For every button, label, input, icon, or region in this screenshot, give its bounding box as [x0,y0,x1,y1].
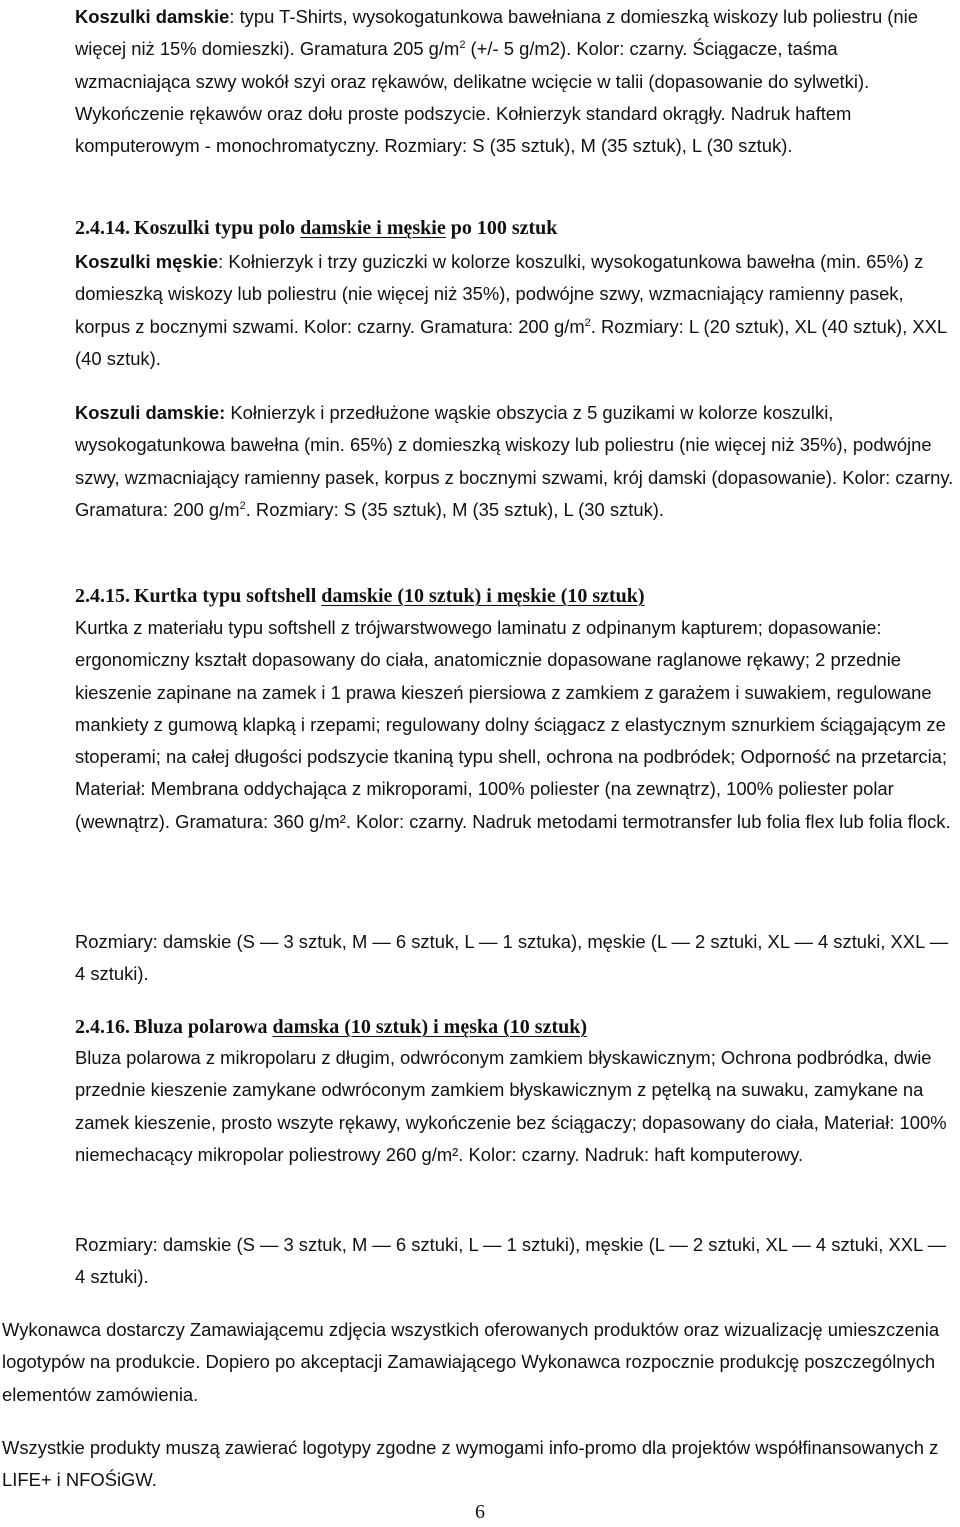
section-title-underlined: damskie (10 sztuk) i męskie (10 sztuk) [321,585,645,607]
paragraph-koszulki-damskie [75,1,955,162]
paragraph-text: . Rozmiary: L (20 sztuk), XL (40 sztuk), XXL (40 sztuk). [75,315,947,369]
paragraph-logotypy: Wszystkie produkty muszą zawierać logotypy zgodne z wymogami info-promo dla projektów współfinansowanych z LIFE+ i NFOŚiGW. [2,1437,939,1491]
section-number: 2.4.15. [75,585,130,607]
paragraph-koszuli-damskie [75,397,955,526]
paragraph-koszulki-meskie [75,246,955,375]
superscript: 2 [459,39,466,52]
paragraph-lead: Koszulki damskie [75,6,230,27]
paragraph-text: : typu T-Shirts, wysokogatunkowa bawełniana z domieszką wiskozy lub poliestru (nie więcej niż 15% domieszki). Gramatura 205 g/m [75,6,918,60]
section-title: po 100 sztuk [445,217,558,239]
section-heading-2-4-16 [75,1011,955,1043]
paragraph-wykonawca: Wykonawca dostarczy Zamawiającemu zdjęcia wszystkich oferowanych produktów oraz wizualizację umieszczenia logotypów na produkcie. Dopiero po akceptacji Zamawiającego Wykonawca rozpocznie produkcję poszczególnych elementów zamówienia. [2,1319,940,1405]
paragraph-text: Kołnierzyk i przedłużone wąskie obszycia z 5 guzikami w kolorze koszulki, wysokogatunkowa bawełna (min. 65%) z domieszką wiskozy lub poliestru (nie więcej niż 35%), podwójne szwy, wzmacniający ramienny pasek, korpus z bocznymi szwami, krój damski (dopasowanie). Kolor: czarny. Gramatura: 200 g/m [75,402,954,520]
superscript: 2 [239,499,246,512]
paragraph-lead: Koszuli damskie: [75,402,226,423]
paragraph-text: : Kołnierzyk i trzy guziczki w kolorze koszulki, wysokogatunkowa bawełna (min. 65%) z domieszką wiskozy lub poliestru (nie więcej niż 35%), podwójne szwy, wzmacniający ramienny pasek, korpus z bocznymi szwami. Kolor: czarny. Gramatura: 200 g/m [75,251,924,337]
section-heading-2-4-14 [75,212,955,244]
paragraph-lead: Koszulki męskie [75,251,219,272]
section-number: 2.4.14. [75,217,130,239]
section-title: Bluza polarowa [134,1016,273,1038]
section-title: Kurtka typu softshell [134,585,322,607]
paragraph-text: . Rozmiary: S (35 sztuk), M (35 sztuk), L (30 sztuk). [245,498,665,520]
superscript: 2 [584,316,591,329]
paragraph-bluza-rozmiary: Rozmiary: damskie (S — 3 sztuk, M — 6 sztuki, L — 1 sztuki), męskie (L — 2 sztuki, XL — 4 sztuki, XXL — 4 sztuki). [75,1234,947,1288]
paragraph-bluza-opis: Bluza polarowa z mikropolaru z długim, odwróconym zamkiem błyskawicznym; Ochrona podbródka, dwie przednie kieszenie zamykane odwróconym zamkiem błyskawicznym z pętelką na suwaku, zamykane na zamek kieszenie, prosto wszyte rękawy, wykończenie bez ściągaczy; dopasowany do ciała, Materiał: 100% niemechacący mikropolar poliestrowy 260 g/m². Kolor: czarny. Nadruk: haft komputerowy. [75,1047,947,1165]
section-title: Koszulki typu polo [134,217,301,239]
section-title-underlined: damskie i męskie [300,217,446,239]
paragraph-kurtka-rozmiary: Rozmiary: damskie (S — 3 sztuk, M — 6 sztuk, L — 1 sztuka), męskie (L — 2 sztuki, XL — 4 sztuki, XXL — 4 sztuki). [75,931,949,985]
section-title-underlined: damska (10 sztuk) i męska (10 sztuk) [272,1016,588,1038]
section-number: 2.4.16. [75,1016,130,1038]
paragraph-text: (+/- 5 g/m2). Kolor: czarny. Ściągacze, taśma wzmacniająca szwy wokół szyi oraz rękawów, delikatne wcięcie w talii (dopasowanie do sylwetki). Wykończenie rękawów oraz dołu proste podszycie. Kołnierzyk standard okrągły. Nadruk haftem komputerowym - monochromatyczny. Rozmiary: S (35 sztuk), M (35 sztuk), L (30 sztuk). [75,38,870,157]
paragraph-kurtka-opis: Kurtka z materiału typu softshell z trójwarstwowego laminatu z odpinanym kapturem; dopasowanie: ergonomiczny kształt dopasowany do ciała, anatomicznie dopasowane raglanowe rękawy; 2 przednie kieszenie zapinane na zamek i 1 prawa kieszeń piersiowa z zamkiem z garażem i suwakiem, regulowane mankiety z gumową klapką i rzepami; regulowany dolny ściągacz z elastycznym sznurkiem ściągającym ze stoperami; na całej długości podszycie tkaniną typu shell, ochrona na podbródek; Odporność na przetarcia; Materiał: Membrana oddychająca z mikroporami, 100% poliester (na zewnątrz), 100% poliester polar (wewnątrz). Gramatura: 360 g/m². Kolor: czarny. Nadruk metodami termotransfer lub folia flex lub folia flock. [75,617,951,832]
section-heading-2-4-15 [75,580,955,612]
page-number: 6 [475,1501,485,1523]
